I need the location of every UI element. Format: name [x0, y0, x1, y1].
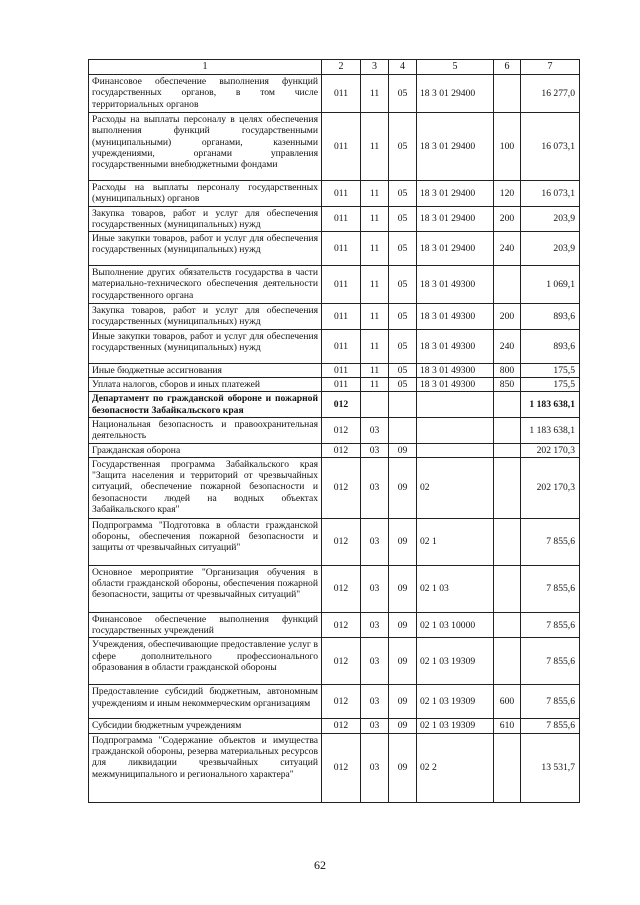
- row-ministry-code: 011: [322, 206, 361, 232]
- row-ministry-code: 012: [322, 638, 361, 685]
- row-section-code: 03: [361, 457, 389, 518]
- row-amount: 7 855,6: [521, 518, 580, 565]
- row-target-article: 18 3 01 29400: [417, 113, 494, 181]
- row-target-article: 18 3 01 49300: [417, 329, 494, 363]
- row-name: Департамент по гражданской обороне и пожарной безопасности Забайкальского края: [89, 392, 322, 418]
- row-section-code: 11: [361, 232, 389, 266]
- row-expense-type: 240: [494, 329, 521, 363]
- row-expense-type: [494, 443, 521, 457]
- row-amount: 1 183 638,1: [521, 392, 580, 418]
- row-expense-type: 600: [494, 685, 521, 719]
- row-target-article: 02 1 03 19309: [417, 638, 494, 685]
- row-amount: 1 069,1: [521, 266, 580, 304]
- row-section-code: 03: [361, 417, 389, 443]
- row-expense-type: [494, 457, 521, 518]
- row-ministry-code: 012: [322, 719, 361, 733]
- row-name: Закупка товаров, работ и услуг для обеспечения государственных (муниципальных) нужд: [89, 206, 322, 232]
- row-target-article: 18 3 01 29400: [417, 232, 494, 266]
- row-name: Финансовое обеспечение выполнения функций государственных органов, в том числе территориальных органов: [89, 75, 322, 113]
- row-ministry-code: 011: [322, 304, 361, 330]
- row-section-code: 11: [361, 363, 389, 377]
- header-col-4: 4: [389, 60, 417, 75]
- row-name: Субсидии бюджетным учреждениям: [89, 719, 322, 733]
- row-section-code: 03: [361, 565, 389, 612]
- row-subsection-code: 09: [389, 719, 417, 733]
- row-section-code: [361, 392, 389, 418]
- row-name: Государственная программа Забайкальского края "Защита населения и территорий от чрезвычайных ситуаций, обеспечение пожарной безопасности и безопасности людей на водных объектах Забайкальского края": [89, 457, 322, 518]
- row-name: Финансовое обеспечение выполнения функций государственных учреждений: [89, 612, 322, 638]
- row-ministry-code: 011: [322, 363, 361, 377]
- row-ministry-code: 012: [322, 392, 361, 418]
- row-section-code: 03: [361, 443, 389, 457]
- row-target-article: 02 1: [417, 518, 494, 565]
- row-target-article: 02: [417, 457, 494, 518]
- table-row: [89, 206, 580, 232]
- row-target-article: 18 3 01 29400: [417, 181, 494, 207]
- row-expense-type: [494, 266, 521, 304]
- row-target-article: 02 2: [417, 733, 494, 802]
- row-target-article: [417, 417, 494, 443]
- row-section-code: 11: [361, 75, 389, 113]
- row-ministry-code: 011: [322, 113, 361, 181]
- row-subsection-code: 05: [389, 113, 417, 181]
- row-target-article: [417, 443, 494, 457]
- row-section-code: 11: [361, 378, 389, 392]
- row-subsection-code: 05: [389, 304, 417, 330]
- row-ministry-code: 011: [322, 181, 361, 207]
- row-ministry-code: 011: [322, 75, 361, 113]
- row-ministry-code: 011: [322, 266, 361, 304]
- row-ministry-code: 012: [322, 417, 361, 443]
- row-section-code: 11: [361, 329, 389, 363]
- row-target-article: 18 3 01 49300: [417, 304, 494, 330]
- row-name: Иные закупки товаров, работ и услуг для обеспечения государственных (муниципальных) нужд: [89, 329, 322, 363]
- row-target-article: 02 1 03 19309: [417, 685, 494, 719]
- row-subsection-code: 05: [389, 232, 417, 266]
- row-subsection-code: 09: [389, 733, 417, 802]
- row-expense-type: [494, 75, 521, 113]
- row-expense-type: 200: [494, 304, 521, 330]
- row-ministry-code: 011: [322, 329, 361, 363]
- table-row: [89, 266, 580, 304]
- row-amount: 16 073,1: [521, 113, 580, 181]
- row-amount: 7 855,6: [521, 719, 580, 733]
- row-ministry-code: 012: [322, 443, 361, 457]
- table-row: [89, 565, 580, 612]
- row-name: Уплата налогов, сборов и иных платежей: [89, 378, 322, 392]
- row-expense-type: 610: [494, 719, 521, 733]
- row-name: Национальная безопасность и правоохранительная деятельность: [89, 417, 322, 443]
- row-ministry-code: 012: [322, 733, 361, 802]
- row-expense-type: [494, 733, 521, 802]
- row-target-article: 18 3 01 49300: [417, 266, 494, 304]
- row-expense-type: 800: [494, 363, 521, 377]
- row-name: Основное мероприятие "Организация обучения в области гражданской обороны, обеспечения пожарной безопасности, защиты от чрезвычайных ситуаций": [89, 565, 322, 612]
- header-col-6: 6: [494, 60, 521, 75]
- row-expense-type: [494, 518, 521, 565]
- row-subsection-code: 05: [389, 329, 417, 363]
- row-section-code: 11: [361, 206, 389, 232]
- row-amount: 175,5: [521, 378, 580, 392]
- budget-table: [88, 59, 580, 803]
- header-col-3: 3: [361, 60, 389, 75]
- table-row: [89, 378, 580, 392]
- page-number: 62: [314, 858, 326, 872]
- row-amount: 203,9: [521, 232, 580, 266]
- row-amount: 7 855,6: [521, 612, 580, 638]
- row-name: Предоставление субсидий бюджетным, автономным учреждениям и иным некоммерческим организациям: [89, 685, 322, 719]
- row-subsection-code: 05: [389, 181, 417, 207]
- row-ministry-code: 012: [322, 565, 361, 612]
- row-amount: 7 855,6: [521, 565, 580, 612]
- row-section-code: 03: [361, 612, 389, 638]
- table-row: [89, 518, 580, 565]
- row-name: Иные закупки товаров, работ и услуг для обеспечения государственных (муниципальных) нужд: [89, 232, 322, 266]
- header-col-5: 5: [417, 60, 494, 75]
- row-name: Учреждения, обеспечивающие предоставление услуг в сфере дополнительного профессионального образования в области гражданской обороны: [89, 638, 322, 685]
- row-subsection-code: [389, 417, 417, 443]
- row-expense-type: 100: [494, 113, 521, 181]
- row-name: Выполнение других обязательств государства в части материально-технического обеспечения деятельности государственного органа: [89, 266, 322, 304]
- row-subsection-code: 09: [389, 638, 417, 685]
- row-subsection-code: 09: [389, 565, 417, 612]
- row-target-article: 02 1 03 19309: [417, 719, 494, 733]
- row-amount: 893,6: [521, 329, 580, 363]
- row-amount: 1 183 638,1: [521, 417, 580, 443]
- row-name: Гражданская оборона: [89, 443, 322, 457]
- row-expense-type: 240: [494, 232, 521, 266]
- row-subsection-code: 05: [389, 75, 417, 113]
- table-row: [89, 417, 580, 443]
- header-row: [89, 60, 580, 75]
- row-subsection-code: 05: [389, 206, 417, 232]
- table-row: [89, 181, 580, 207]
- table-row: [89, 719, 580, 733]
- row-expense-type: [494, 565, 521, 612]
- row-expense-type: [494, 638, 521, 685]
- table-row: [89, 685, 580, 719]
- row-ministry-code: 011: [322, 378, 361, 392]
- row-name: Закупка товаров, работ и услуг для обеспечения государственных (муниципальных) нужд: [89, 304, 322, 330]
- row-amount: 7 855,6: [521, 685, 580, 719]
- row-section-code: 03: [361, 733, 389, 802]
- row-subsection-code: 09: [389, 443, 417, 457]
- row-section-code: 11: [361, 113, 389, 181]
- row-target-article: 18 3 01 29400: [417, 206, 494, 232]
- row-target-article: 18 3 01 49300: [417, 363, 494, 377]
- row-expense-type: 850: [494, 378, 521, 392]
- row-section-code: 03: [361, 638, 389, 685]
- row-expense-type: [494, 392, 521, 418]
- table-row: [89, 232, 580, 266]
- row-expense-type: [494, 612, 521, 638]
- table-row: [89, 329, 580, 363]
- row-subsection-code: 09: [389, 685, 417, 719]
- row-amount: 7 855,6: [521, 638, 580, 685]
- row-section-code: 11: [361, 266, 389, 304]
- row-name: Подпрограмма "Содержание объектов и имущества гражданской обороны, резерва материальных ресурсов для ликвидации чрезвычайных ситуаций межмуниципального и регионального характера": [89, 733, 322, 802]
- row-section-code: 03: [361, 518, 389, 565]
- row-ministry-code: 012: [322, 685, 361, 719]
- row-expense-type: 120: [494, 181, 521, 207]
- row-amount: 16 073,1: [521, 181, 580, 207]
- header-col-1: 1: [89, 60, 322, 75]
- row-subsection-code: 09: [389, 518, 417, 565]
- row-ministry-code: 012: [322, 612, 361, 638]
- table-row: [89, 304, 580, 330]
- row-subsection-code: 09: [389, 612, 417, 638]
- row-subsection-code: 09: [389, 457, 417, 518]
- row-amount: 175,5: [521, 363, 580, 377]
- row-section-code: 11: [361, 304, 389, 330]
- row-ministry-code: 012: [322, 518, 361, 565]
- table-row: [89, 363, 580, 377]
- row-target-article: 02 1 03 10000: [417, 612, 494, 638]
- row-target-article: 18 3 01 29400: [417, 75, 494, 113]
- row-amount: 202 170,3: [521, 457, 580, 518]
- header-col-7: 7: [521, 60, 580, 75]
- row-amount: 203,9: [521, 206, 580, 232]
- row-name: Иные бюджетные ассигнования: [89, 363, 322, 377]
- row-section-code: 11: [361, 181, 389, 207]
- row-expense-type: 200: [494, 206, 521, 232]
- table-row: [89, 457, 580, 518]
- table-row: [89, 443, 580, 457]
- table-row: [89, 638, 580, 685]
- row-name: Расходы на выплаты персоналу государственных (муниципальных) органов: [89, 181, 322, 207]
- header-col-2: 2: [322, 60, 361, 75]
- row-amount: 16 277,0: [521, 75, 580, 113]
- row-amount: 893,6: [521, 304, 580, 330]
- row-ministry-code: 012: [322, 457, 361, 518]
- table-row: [89, 612, 580, 638]
- row-name: Расходы на выплаты персоналу в целях обеспечения выполнения функций государственными (муниципальными) органами, казенными учреждениями, органами управления государственными внебюджетными фондами: [89, 113, 322, 181]
- table-row: [89, 392, 580, 418]
- row-target-article: [417, 392, 494, 418]
- row-target-article: 02 1 03: [417, 565, 494, 612]
- row-amount: 202 170,3: [521, 443, 580, 457]
- table-row: [89, 113, 580, 181]
- table-row: [89, 75, 580, 113]
- row-amount: 13 531,7: [521, 733, 580, 802]
- table-row: [89, 733, 580, 802]
- row-subsection-code: 05: [389, 378, 417, 392]
- row-subsection-code: 05: [389, 266, 417, 304]
- row-ministry-code: 011: [322, 232, 361, 266]
- row-section-code: 03: [361, 685, 389, 719]
- row-target-article: 18 3 01 49300: [417, 378, 494, 392]
- row-section-code: 03: [361, 719, 389, 733]
- row-expense-type: [494, 417, 521, 443]
- row-name: Подпрограмма "Подготовка в области гражданской обороны, обеспечения пожарной безопасности и защиты от чрезвычайных ситуаций": [89, 518, 322, 565]
- row-subsection-code: [389, 392, 417, 418]
- row-subsection-code: 05: [389, 363, 417, 377]
